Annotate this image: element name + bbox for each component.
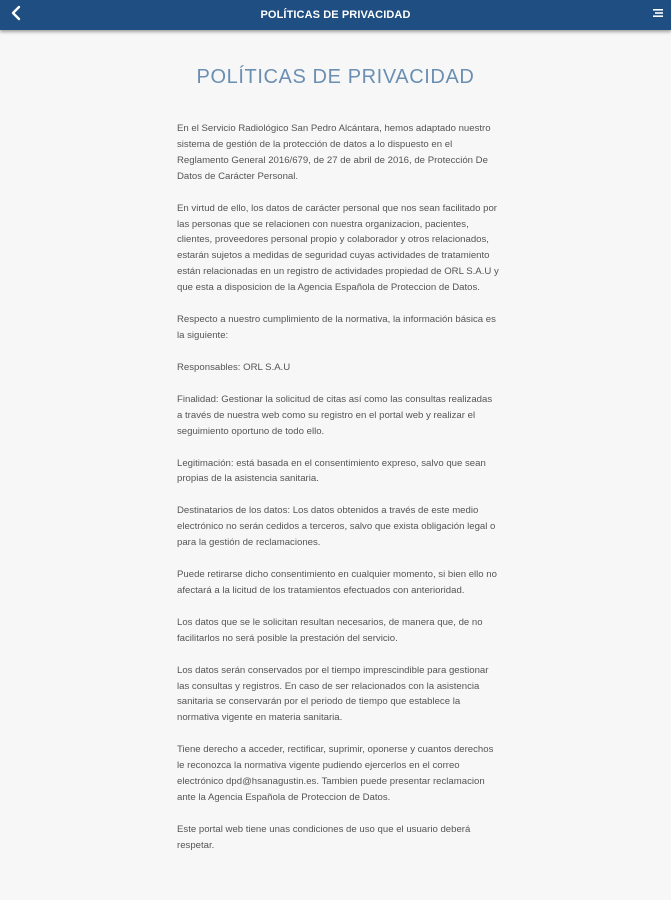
policy-paragraph: Legitimación: está basada en el consentimiento expreso, salvo que sean propias de la asistencia sanitaria. [177,457,486,485]
policy-paragraph: En el Servicio Radiológico San Pedro Alcántara, hemos adaptado nuestro sistema de gestión de la protección de datos a lo dispuesto en el Reglamento General 2016/679, de 27 de abril de 2016, de Protección De Datos de Carácter Personal. [177,123,491,182]
privacy-policy-content[interactable] [0,30,671,900]
policy-paragraph: Este portal web tiene unas condiciones de uso que el usuario deberá respetar. [177,823,471,851]
app-bar-title: POLÍTICAS DE PRIVACIDAD [260,9,411,21]
policy-body [177,121,499,870]
policy-paragraph: Respecto a nuestro cumplimiento de la normativa, la información básica es la siguiente: [177,314,496,341]
policy-paragraph: Responsables: ORL S.A.U [177,361,291,373]
policy-paragraph: Puede retirarse dicho consentimiento en cualquier momento, si bien ello no afectará a la licitud de los tratamientos efectuados con anterioridad. [177,569,497,596]
top-app-bar [0,0,671,30]
policy-paragraph: Finalidad: Gestionar la solicitud de citas así como las consultas realizadas a través de nuestra web como su registro en el portal web y realizar el seguimiento oportuno de todo ello. [177,393,493,437]
menu-button[interactable] [649,6,667,24]
policy-paragraph: Los datos que se le solicitan resultan necesarios, de manera que, de no facilitarlos no será posible la prestación del servicio. [177,616,483,644]
policy-paragraph: Tiene derecho a acceder, rectificar, suprimir, oponerse y cuantos derechos le reconozca la normativa vigente pudiendo ejercerlos en el correo electrónico dpd@hsanagustin.es. Tambien puede presentar reclamacion ante la Agencia Española de Proteccion de Datos. [177,744,494,803]
policy-paragraph: Destinatarios de los datos: Los datos obtenidos a través de este medio electrónico no serán cedidos a terceros, salvo que exista obligación legal o para la gestión de reclamaciones. [177,505,496,549]
policy-paragraph: En virtud de ello, los datos de carácter personal que nos sean facilitado por las personas que se relacionen con nuestra organizacion, pacientes, clientes, proveedores personal propio y colaborador y otros relacionados, estarán sujetos a medidas de seguridad cuyas actividades de tratamiento están relacionadas en un registro de actividades propiedad de ORL S.A.U y que esta a disposicion de la Agencia Española de Proteccion de Datos. [177,202,499,294]
policy-paragraph: Los datos serán conservados por el tiempo imprescindible para gestionar las consultas y registros. En caso de ser relacionados con la asistencia sanitaria se conservarán por el periodo de tiempo que establece la normativa vigente en materia sanitaria. [177,664,489,724]
page-title: POLÍTICAS DE PRIVACIDAD [196,66,475,88]
menu-icon [651,6,665,25]
